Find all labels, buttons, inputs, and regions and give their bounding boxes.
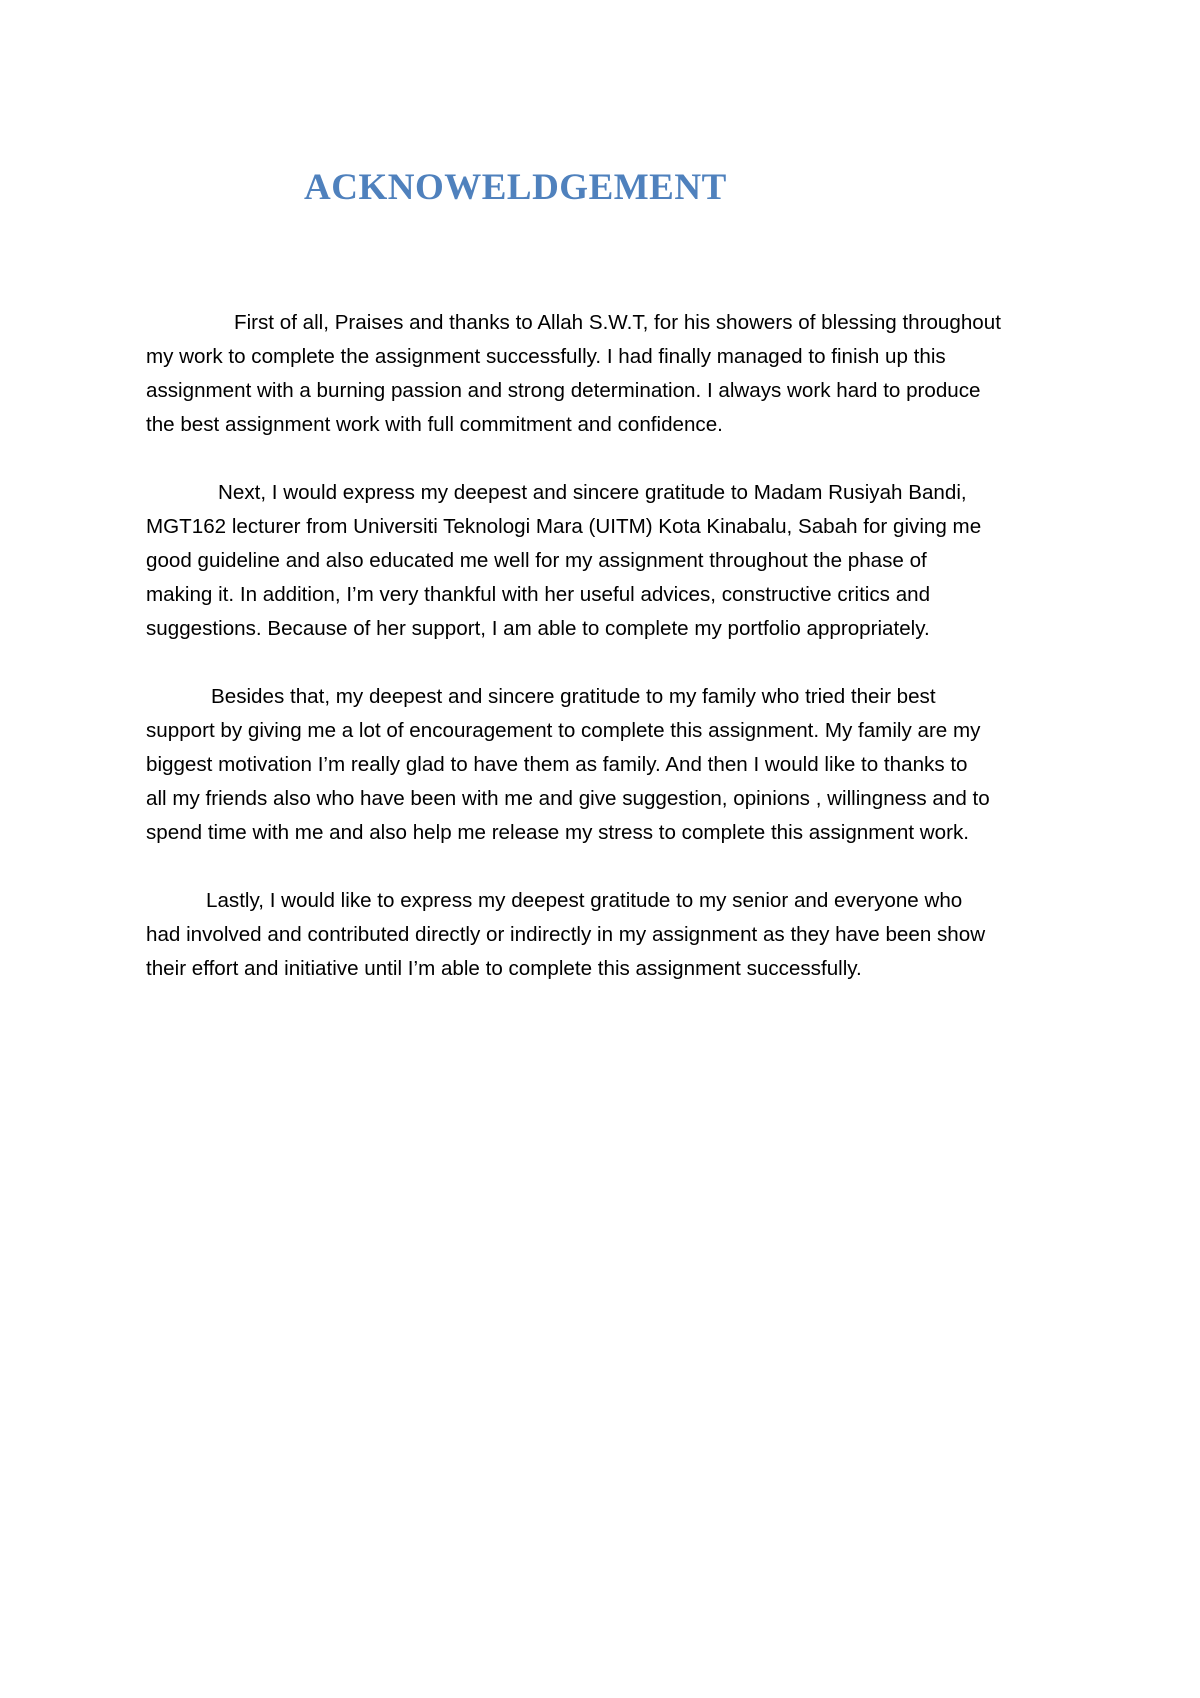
- paragraph-3: [146, 680, 1066, 850]
- paragraph-line: Besides that, my deepest and sincere gratitude to my family who tried their best: [211, 685, 936, 708]
- paragraph-2: [146, 476, 1066, 646]
- paragraph-line: good guideline and also educated me well for my assignment throughout the phase of: [146, 549, 927, 572]
- paragraph-line: MGT162 lecturer from Universiti Teknologi Mara (UITM) Kota Kinabalu, Sabah for giving me: [146, 515, 982, 538]
- paragraph-line: First of all, Praises and thanks to Allah S.W.T, for his showers of blessing throughout: [234, 311, 1001, 334]
- paragraph-line: my work to complete the assignment successfully. I had finally managed to finish up this: [146, 345, 946, 368]
- paragraph-line: biggest motivation I’m really glad to have them as family. And then I would like to thanks to: [146, 753, 968, 776]
- paragraph-line: spend time with me and also help me release my stress to complete this assignment work.: [146, 821, 969, 844]
- paragraph-1: [146, 306, 1066, 442]
- paragraph-4: [146, 884, 1066, 986]
- paragraph-line: their effort and initiative until I’m able to complete this assignment successfully.: [146, 957, 862, 980]
- paragraph-line: the best assignment work with full commitment and confidence.: [146, 413, 723, 436]
- page-title: ACKNOWELDGEMENT: [304, 167, 727, 208]
- paragraph-line: assignment with a burning passion and strong determination. I always work hard to produce: [146, 379, 981, 402]
- paragraph-line: Lastly, I would like to express my deepest gratitude to my senior and everyone who: [206, 889, 963, 912]
- paragraph-line: Next, I would express my deepest and sincere gratitude to Madam Rusiyah Bandi,: [218, 481, 967, 504]
- paragraph-line: support by giving me a lot of encouragement to complete this assignment. My family are my: [146, 719, 981, 742]
- paragraph-line: making it. In addition, I’m very thankful with her useful advices, constructive critics and: [146, 583, 931, 606]
- paragraph-line: suggestions. Because of her support, I am able to complete my portfolio appropriately.: [146, 617, 930, 640]
- paragraph-line: all my friends also who have been with me and give suggestion, opinions , willingness and to: [146, 787, 990, 810]
- paragraph-line: had involved and contributed directly or indirectly in my assignment as they have been show: [146, 923, 986, 946]
